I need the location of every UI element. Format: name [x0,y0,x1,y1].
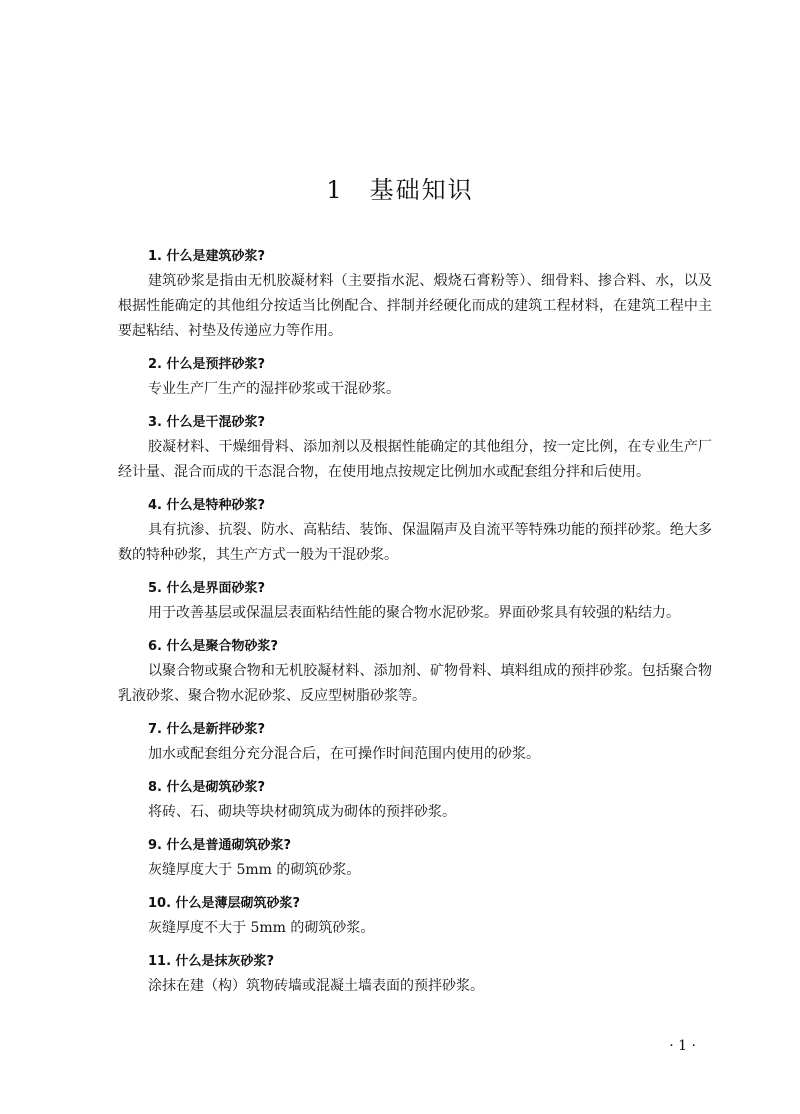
question-heading: 8. 什么是砌筑砂浆? [148,780,266,795]
qa-item [118,493,712,568]
answer-paragraph: 用于改善基层或保温层表面粘结性能的聚合物水泥砂浆。界面砂浆具有较强的粘结力。 [148,605,680,621]
qa-item [118,634,712,709]
answer-paragraph: 建筑砂浆是指由无机胶凝材料（主要指水泥、煅烧石膏粉等）、细骨料、掺合料、水，以及根据性能确定的其他组分按适当比例配合、拌制并经硬化而成的建筑工程材料，在建筑工程中主要起粘结、衬垫及传递应力等作用。 [118,273,712,339]
question-heading: 11. 什么是抹灰砂浆? [148,954,275,969]
answer-paragraph: 胶凝材料、干燥细骨料、添加剂以及根据性能确定的其他组分，按一定比例，在专业生产厂经计量、混合而成的干态混合物，在使用地点按规定比例加水或配套组分拌和后使用。 [118,439,712,480]
question-heading: 7. 什么是新拌砂浆? [148,722,266,737]
question-heading: 3. 什么是干混砂浆? [148,415,266,430]
answer-paragraph: 以聚合物或聚合物和无机胶凝材料、添加剂、矿物骨料、填料组成的预拌砂浆。包括聚合物乳液砂浆、聚合物水泥砂浆、反应型树脂砂浆等。 [118,663,712,704]
answer-paragraph: 灰缝厚度不大于 5mm 的砌筑砂浆。 [148,920,375,936]
chapter-number: 1 [326,176,344,204]
qa-item [118,833,712,883]
question-heading: 6. 什么是聚合物砂浆? [148,639,279,654]
qa-item [118,717,712,767]
chapter-title [0,170,800,205]
question-heading: 10. 什么是薄层砌筑砂浆? [148,896,301,911]
qa-item [118,775,712,825]
question-heading: 1. 什么是建筑砂浆? [148,249,266,264]
qa-item [118,352,712,402]
answer-paragraph: 将砖、石、砌块等块材砌筑成为砌体的预拌砂浆。 [148,804,456,820]
answer-paragraph: 加水或配套组分充分混合后，在可操作时间范围内使用的砂浆。 [148,746,540,762]
question-heading: 5. 什么是界面砂浆? [148,581,266,596]
question-heading: 9. 什么是普通砌筑砂浆? [148,838,292,853]
page-number: · 1 · [669,1038,696,1054]
qa-list [118,244,712,1007]
qa-item [118,244,712,344]
answer-paragraph: 专业生产厂生产的湿拌砂浆或干混砂浆。 [148,381,400,397]
qa-item [118,891,712,941]
chapter-heading: 基础知识 [369,176,474,204]
question-heading: 2. 什么是预拌砂浆? [148,357,266,372]
answer-paragraph: 具有抗渗、抗裂、防水、高粘结、装饰、保温隔声及自流平等特殊功能的预拌砂浆。绝大多数的特种砂浆，其生产方式一般为干混砂浆。 [118,522,712,563]
answer-paragraph: 涂抹在建（构）筑物砖墙或混凝土墙表面的预拌砂浆。 [148,978,484,994]
qa-item [118,410,712,485]
question-heading: 4. 什么是特种砂浆? [148,498,266,513]
qa-item [118,576,712,626]
answer-paragraph: 灰缝厚度大于 5mm 的砌筑砂浆。 [148,862,361,878]
qa-item [118,949,712,999]
